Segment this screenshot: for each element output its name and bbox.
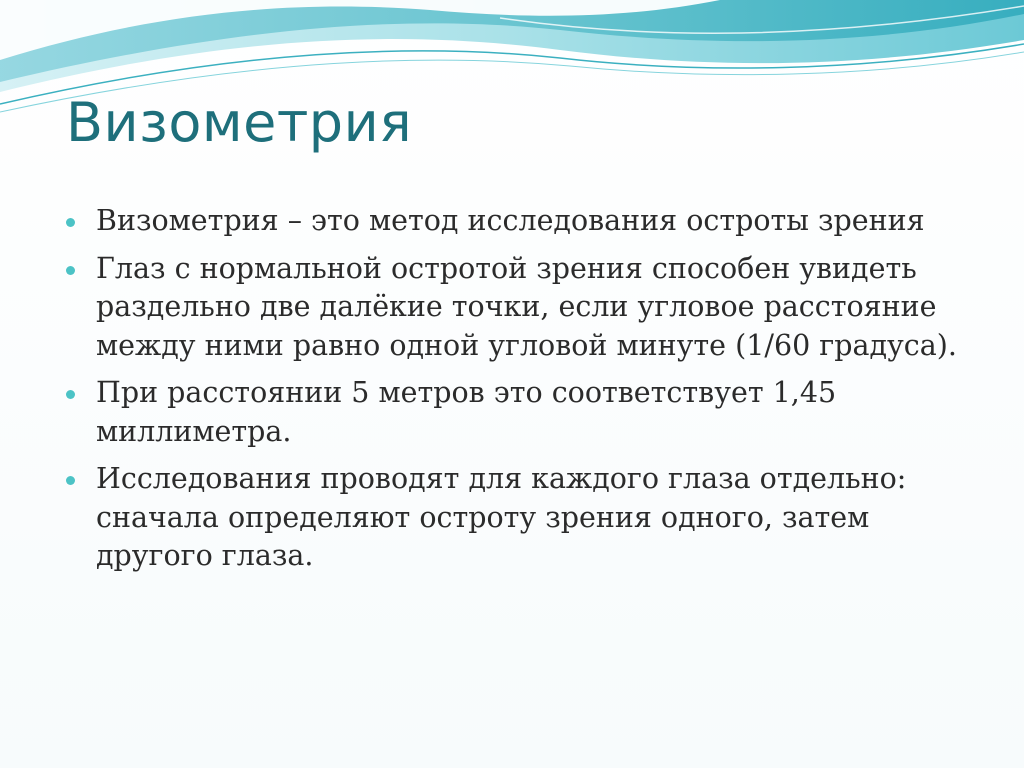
bullet-dot-icon — [66, 266, 75, 275]
bullet-item — [62, 374, 962, 451]
bullet-text: При расстоянии 5 метров это соответствует 1,45 миллиметра. — [96, 376, 837, 448]
bullet-item — [62, 202, 962, 241]
bullet-list — [62, 202, 962, 585]
bullet-dot-icon — [66, 390, 75, 399]
bullet-text: Глаз с нормальной остротой зрения способен увидеть раздельно две далёкие точки, если угловое расстояние между ними равно одной угловой минуте (1/60 градуса). — [96, 251, 957, 362]
slide-title: Визометрия — [66, 91, 413, 154]
bullet-item — [62, 250, 962, 366]
bullet-text: Визометрия – это метод исследования остроты зрения — [96, 204, 925, 237]
bullet-text: Исследования проводят для каждого глаза отдельно: сначала определяют остроту зрения одного, затем другого глаза. — [96, 462, 907, 572]
bullet-dot-icon — [66, 476, 75, 485]
bullet-item — [62, 460, 962, 576]
bullet-dot-icon — [66, 218, 75, 227]
